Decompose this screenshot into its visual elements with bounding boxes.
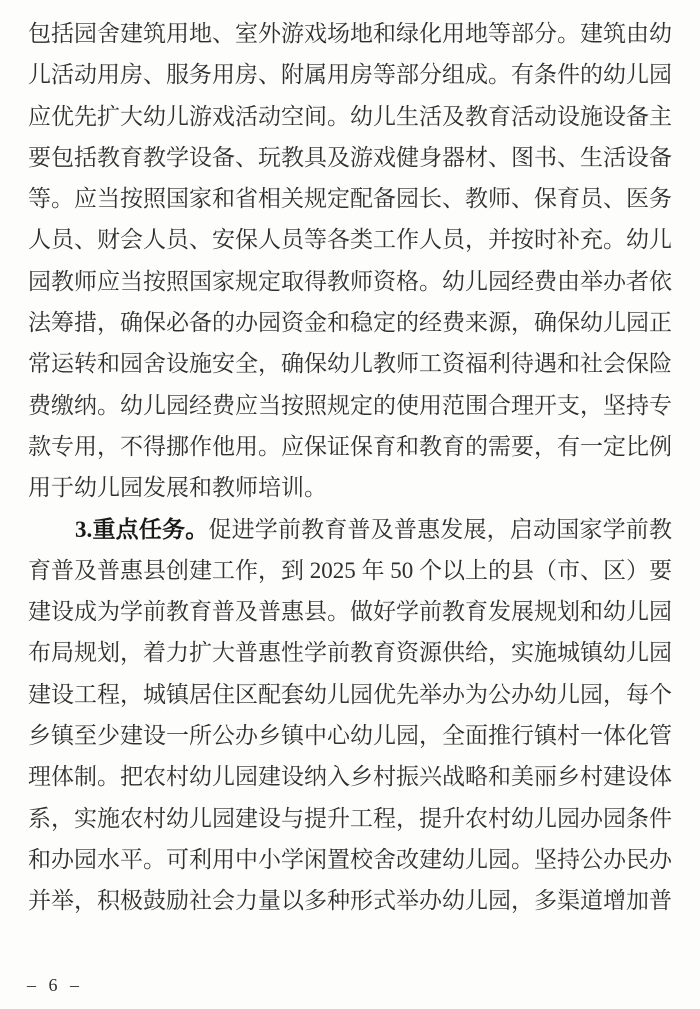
text-line xyxy=(28,426,672,467)
line-text: 人员、财会人员、安保人员等各类工作人员，并按时补充。幼儿 xyxy=(28,227,672,253)
text-line xyxy=(28,509,672,550)
line-text: 系，实施农村幼儿园建设与提升工程，提升农村幼儿园办园条件 xyxy=(28,805,672,831)
line-text: 建设成为学前教育普及普惠县。做好学前教育发展规划和幼儿园 xyxy=(28,599,672,625)
line-text: 园教师应当按照国家规定取得教师资格。幼儿园经费由举办者依 xyxy=(28,268,672,294)
page-number: – 6 – xyxy=(27,975,83,995)
line-text: 包括园舍建筑用地、室外游戏场地和绿化用地等部分。建筑由幼 xyxy=(28,21,672,46)
line-text: 建设工程，城镇居住区配套幼儿园优先举办为公办幼儿园，每个 xyxy=(28,681,672,707)
text-line xyxy=(28,798,672,839)
text-line xyxy=(28,261,672,302)
text-line xyxy=(28,880,672,921)
line-text: 理体制。把农村幼儿园建设纳入乡村振兴战略和美丽乡村建设体 xyxy=(28,764,672,790)
text-line xyxy=(28,550,672,591)
text-line xyxy=(28,219,672,260)
text-line xyxy=(28,13,672,54)
document-body-text xyxy=(28,13,672,922)
line-text: 和办园水平。可利用中小学闲置校舍改建幼儿园。坚持公办民办 xyxy=(28,846,672,872)
line-text: 用于幼儿园发展和教师培训。 xyxy=(28,475,327,501)
line-text: 应优先扩大幼儿游戏活动空间。幼儿生活及教育活动设施设备主 xyxy=(28,103,672,129)
line-text: 法筹措，确保必备的办园资金和稳定的经费来源，确保幼儿园正 xyxy=(28,310,672,336)
paragraph-lead-bold: 3.重点任务。 xyxy=(75,516,209,542)
line-text: 要包括教育教学设备、玩教具及游戏健身器材、图书、生活设备 xyxy=(28,144,672,170)
line-text: 等。应当按照国家和省相关规定配备园长、教师、保育员、医务 xyxy=(28,186,672,212)
line-text: 费缴纳。幼儿园经费应当按照规定的使用范围合理开支，坚持专 xyxy=(28,392,672,418)
line-text: 儿活动用房、服务用房、附属用房等部分组成。有条件的幼儿园 xyxy=(28,62,672,88)
text-line xyxy=(28,302,672,343)
text-line xyxy=(28,591,672,632)
text-line xyxy=(28,137,672,178)
text-line xyxy=(28,96,672,137)
line-text: 乡镇至少建设一所公办乡镇中心幼儿园，全面推行镇村一体化管 xyxy=(28,723,672,749)
line-text: 常运转和园舍设施安全，确保幼儿教师工资福利待遇和社会保险 xyxy=(28,351,672,377)
text-line xyxy=(28,385,672,426)
text-line xyxy=(28,343,672,384)
line-text: 育普及普惠县创建工作，到 2025 年 50 个以上的县（市、区）要 xyxy=(28,557,672,583)
line-text: 款专用，不得挪作他用。应保证保育和教育的需要，有一定比例 xyxy=(28,433,672,459)
line-text: 并举，积极鼓励社会力量以多种形式举办幼儿园，多渠道增加普 xyxy=(28,888,672,914)
text-line xyxy=(28,467,672,508)
text-line xyxy=(28,756,672,797)
line-text: 促进学前教育普及普惠发展，启动国家学前教 xyxy=(208,516,672,542)
text-line xyxy=(28,632,672,673)
text-line xyxy=(28,715,672,756)
text-line xyxy=(28,178,672,219)
text-line xyxy=(28,839,672,880)
line-text: 布局规划，着力扩大普惠性学前教育资源供给，实施城镇幼儿园 xyxy=(28,640,672,666)
text-line xyxy=(28,674,672,715)
text-line xyxy=(28,54,672,95)
